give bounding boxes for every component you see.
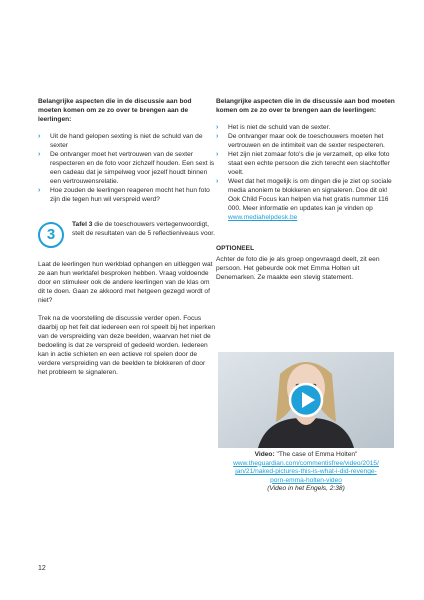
right-column (216, 97, 396, 291)
optioneel-title: OPTIONEEL (216, 245, 255, 252)
left-paragraph-2: Trek na de voorstelling de discussie verder open. Focus daarbij op het feit dat iedereen een rol speelt bij het inperken van de verspreiding van deze beelden, waarvan het niet de bedoeling is dat ze verspreid of gedeeld worden. Iedereen kan in actie schieten en een actieve rol spelen door de verdere verspreiding van de beelden te blokkeren of door het probleem te signaleren. (38, 315, 216, 376)
step-number-circle: 3 (38, 222, 64, 248)
step-description: Tafel 3 die de toeschouwers vertegenwoordigt, stelt de resultaten van de 5 reflectieniveaus voor. (72, 221, 215, 237)
chevron-right-icon: › (216, 124, 219, 131)
video-url-link[interactable]: www.theguardian.com/commentisfree/video/2015/ jan/21/naked-pictures-this-is-what-i-did-revenge- porn-emma-holten-video (233, 459, 379, 484)
chevron-right-icon: › (38, 151, 41, 158)
chevron-right-icon: › (216, 178, 219, 185)
mediahelpdesk-link[interactable]: www.mediahelpdesk.be (228, 214, 298, 221)
left-bullet-list (38, 132, 219, 204)
list-item: › Weet dat het mogelijk is om dingen die je ziet op sociale media anoniem te blokkeren en signaleren. Doe dit ok! Ook Child Focus kan helpen via het gratis nummer 116 000. Meer informatie en updates kan je vinden op www.mediahelpdesk.be (216, 178, 392, 221)
left-paragraph-1: Laat de leerlingen hun werkblad ophangen en uitleggen wat ze aan hun werktafel besproken hebben. Vraag voldoende door en stimuleer ook de andere leerlingen van de klas om dit te doen. Gaan ze akkoord met hetgeen gezegd wordt of niet? (38, 261, 213, 304)
right-bullet-list (216, 123, 396, 222)
right-heading: Belangrijke aspecten die in de discussie aan bod moeten komen om ze zo over te brengen aan de leerlingen: (216, 98, 395, 114)
video-caption (218, 451, 394, 494)
page-number: 12 (38, 565, 46, 572)
list-item: › De ontvanger moet het vertrouwen van de sexter respecteren en de foto voor zichzelf houden. Een sext is een cadeau dat je simpelweg voor jezelf houdt binnen een vertrouwensrelatie. (38, 151, 215, 185)
video-note: (Video in het Engels, 2:38) (267, 485, 345, 492)
video-thumbnail[interactable] (218, 352, 394, 448)
chevron-right-icon: › (216, 151, 219, 158)
list-item: › Het zijn niet zomaar foto's die je verzamelt, op elke foto staat een echte persoon die zich terecht een slachtoffer voelt. (216, 151, 390, 176)
play-icon[interactable] (288, 382, 324, 418)
chevron-right-icon: › (216, 133, 219, 140)
step-block (38, 220, 216, 260)
left-heading: Belangrijke aspecten die in de discussie aan bod moeten komen om ze zo over te brengen aan de leerlingen: (38, 98, 192, 123)
video-title-line: Video: "The case of Emma Holten" (254, 451, 358, 458)
chevron-right-icon: › (38, 133, 41, 140)
left-column (38, 97, 219, 386)
list-item: › Het is niet de schuld van de sexter. (216, 124, 331, 131)
list-item: › Uit de hand gelopen sexting is niet de schuld van de sexter (38, 133, 203, 149)
list-item: › De ontvanger maar ook de toeschouwers moeten het vertrouwen en de intimiteit van de sexter respecteren. (216, 133, 385, 149)
optioneel-text: Achter de foto die je als groep ongevraagd deelt, zit een persoon. Het gebeurde ook met Emma Holten uit Denemarken. Ze maakte een stevig statement. (216, 256, 380, 281)
list-item: › Hoe zouden de leerlingen reageren mocht het hun foto zijn die tegen hun wil verspreid werd? (38, 187, 210, 203)
chevron-right-icon: › (38, 187, 41, 194)
